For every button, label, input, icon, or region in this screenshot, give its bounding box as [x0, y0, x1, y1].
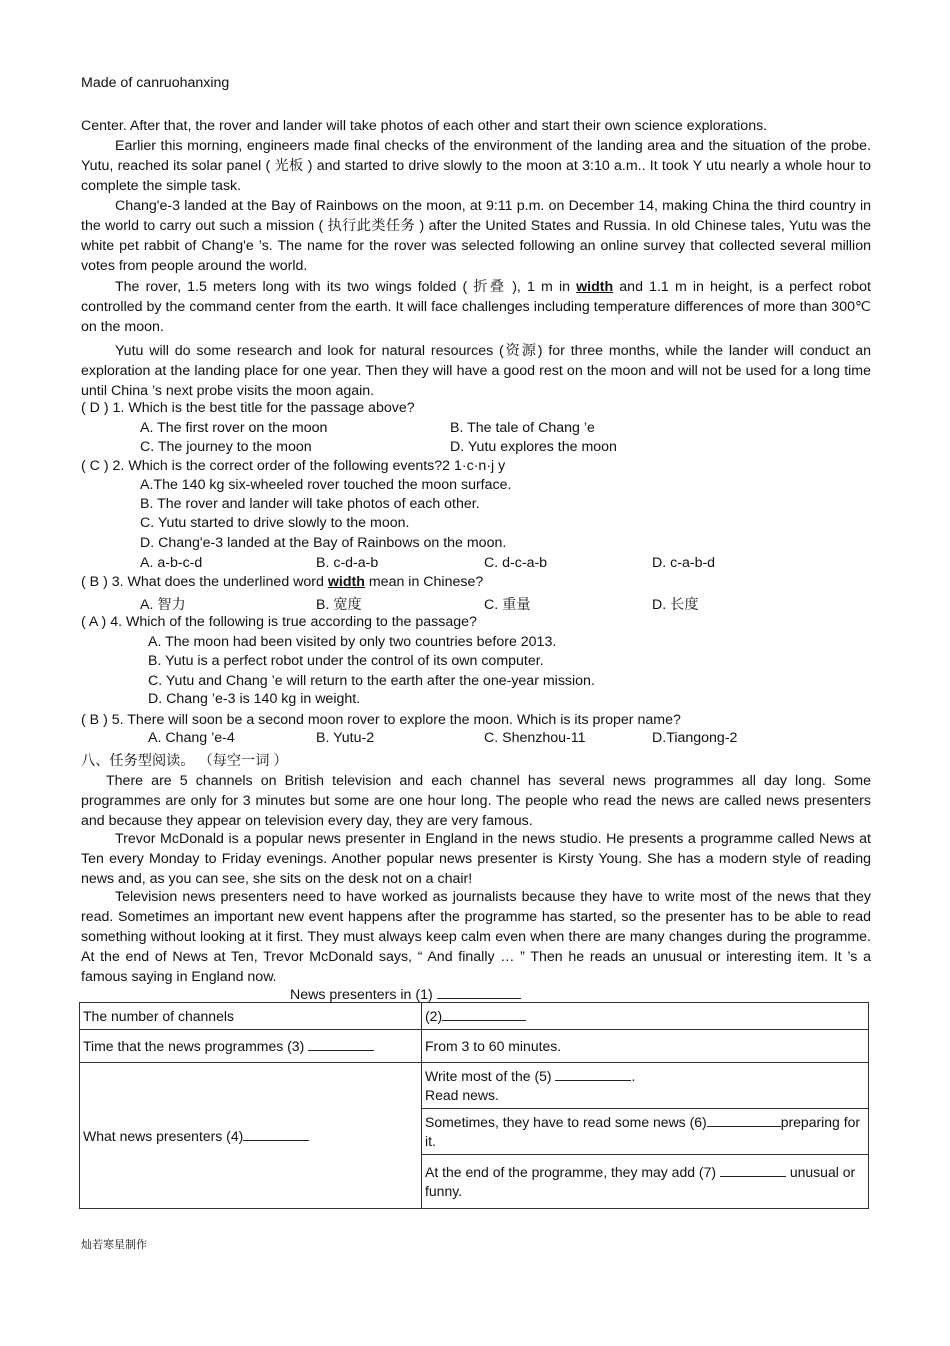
summary-table — [79, 1002, 869, 1209]
option: C. 重量 — [484, 597, 531, 613]
option: B. 宽度 — [316, 597, 362, 613]
option: B. c-d-a-b — [316, 555, 379, 571]
event-item: C. Yutu started to drive slowly to the moon. — [140, 515, 410, 531]
option: A. The moon had been visited by only two countries before 2013. — [148, 634, 557, 650]
passage-paragraph-3: The rover, 1.5 meters long with its two wings folded ( 折叠 ), 1 m in width and 1.1 m in height, is a perfect robot controlled by the command center from the earth. It will face challenges including temperature differences of more than 300℃ on the moon. — [81, 279, 871, 335]
answer-mark: ( B ) — [81, 574, 108, 590]
underlined-word-width: width — [576, 279, 614, 295]
option: B. Yutu-2 — [316, 730, 375, 746]
blank-1[interactable] — [437, 984, 521, 999]
event-item: B. The rover and lander will take photos of each other. — [140, 496, 480, 512]
blank-2[interactable] — [442, 1006, 526, 1021]
option: D.Tiangong-2 — [652, 730, 738, 746]
passage-paragraph-4: Yutu will do some research and look for natural resources (资源) for three months, while the lander will conduct an exploration at the landing place for one year. Then they will have a good rest on the moon and will not be used for a long time until China ’s next probe visits the moon again. — [81, 343, 871, 399]
table-cell: The number of channels — [80, 1003, 422, 1030]
blank-6[interactable] — [707, 1112, 781, 1127]
option: A. The first rover on the moon — [140, 420, 328, 436]
table-cell: Write most of the (5) . Read news. — [422, 1063, 869, 1109]
option: A. a-b-c-d — [140, 555, 203, 571]
answer-mark: ( C ) — [81, 458, 109, 474]
section8-paragraph-3: Television news presenters need to have worked as journalists because they have to write most of the news that they read. Sometimes an important new event happens after the programme has started, so the presenter has to be able to read something without looking at it first. They must always keep calm even when there are many changes during the programme. At the end of News at Ten, Trevor McDonald says, “ And finally … ” Then he reads an unusual or interesting item. It ’s a famous saying in England now. — [81, 889, 871, 985]
answer-mark: ( A ) — [81, 614, 107, 630]
table-cell: At the end of the programme, they may add (7) unusual or funny. — [422, 1155, 869, 1209]
option: A. Chang ’e-4 — [148, 730, 235, 746]
page-footer: 灿若寒星制作 — [81, 1238, 147, 1251]
passage-paragraph-0: Center. After that, the rover and lander will take photos of each other and start their own science explorations. — [81, 118, 768, 134]
table-cell: Time that the news programmes (3) — [80, 1030, 422, 1063]
option: B. The tale of Chang ’e — [450, 420, 595, 436]
table-row — [80, 1003, 869, 1030]
table-row — [80, 1030, 869, 1063]
answer-mark: ( D ) — [81, 400, 109, 416]
option: D. 长度 — [652, 597, 699, 613]
table-title: News presenters in (1) — [290, 984, 521, 1003]
option: C. Yutu and Chang ’e will return to the earth after the one-year mission. — [148, 673, 595, 689]
passage-paragraph-1: Earlier this morning, engineers made final checks of the environment of the landing area and the situation of the probe. Yutu, reached its solar panel ( 光板 ) and started to drive slowly to the moon at 3:10 a.m.. It took Y utu nearly a whole hour to complete the simple task. — [81, 138, 871, 194]
table-cell: What news presenters (4) — [80, 1063, 422, 1209]
option: A. 智力 — [140, 597, 186, 613]
blank-4[interactable] — [243, 1126, 309, 1141]
question-3: ( B ) 3. What does the underlined word width mean in Chinese? — [81, 574, 484, 590]
section8-paragraph-2: Trevor McDonald is a popular news presenter in England in the news studio. He presents a programme called News at Ten every Monday to Friday evenings. Another popular news presenter is Kirsty Young. She has a modern style of reading news and, as you can see, she sits on the desk not on a chair! — [81, 831, 871, 887]
option: C. d-c-a-b — [484, 555, 548, 571]
question-2: ( C ) 2. Which is the correct order of the following events?2 1·c·n·j y — [81, 458, 506, 474]
section-heading: 八、任务型阅读。 （每空一词 ） — [81, 753, 288, 769]
option: D. Chang ’e-3 is 140 kg in weight. — [148, 691, 361, 707]
option: B. Yutu is a perfect robot under the control of its own computer. — [148, 653, 544, 669]
event-item: D. Chang'e-3 landed at the Bay of Rainbows on the moon. — [140, 535, 507, 551]
option: C. The journey to the moon — [140, 439, 312, 455]
question-4: ( A ) 4. Which of the following is true according to the passage? — [81, 614, 477, 630]
page-header: Made of canruohanxing — [81, 75, 230, 91]
table-cell: Sometimes, they have to read some news (6) preparing for it. — [422, 1109, 869, 1155]
blank-7[interactable] — [720, 1162, 786, 1177]
answer-mark: ( B ) — [81, 712, 108, 728]
blank-3[interactable] — [308, 1036, 374, 1051]
table-cell: From 3 to 60 minutes. — [422, 1030, 869, 1063]
section8-paragraph-1: There are 5 channels on British television and each channel has several news programmes all day long. Some programmes are only for 3 minutes but some are one hour long. The people who read the news are called news presenters and because they appear on television every day, they are very famous. — [81, 773, 871, 829]
passage-paragraph-2: Chang'e-3 landed at the Bay of Rainbows on the moon, at 9:11 p.m. on December 14, making China the third country in the world to carry out such a mission ( 执行此类任务 ) after the United States and Russia. In old Chinese tales, Yutu was the white pet rabbit of Chang'e ’s. The name for the rover was selected following an online survey that collected several million votes from people around the world. — [81, 198, 871, 274]
question-5: ( B ) 5. There will soon be a second moon rover to explore the moon. Which is its proper name? — [81, 712, 681, 728]
option: C. Shenzhou-11 — [484, 730, 586, 746]
event-item: A.The 140 kg six-wheeled rover touched the moon surface. — [140, 477, 512, 493]
table-row — [80, 1063, 869, 1109]
table-cell: (2) — [422, 1003, 869, 1030]
question-1: ( D ) 1. Which is the best title for the passage above? — [81, 400, 415, 416]
blank-5[interactable] — [555, 1066, 631, 1081]
option: D. Yutu explores the moon — [450, 439, 617, 455]
option: D. c-a-b-d — [652, 555, 716, 571]
